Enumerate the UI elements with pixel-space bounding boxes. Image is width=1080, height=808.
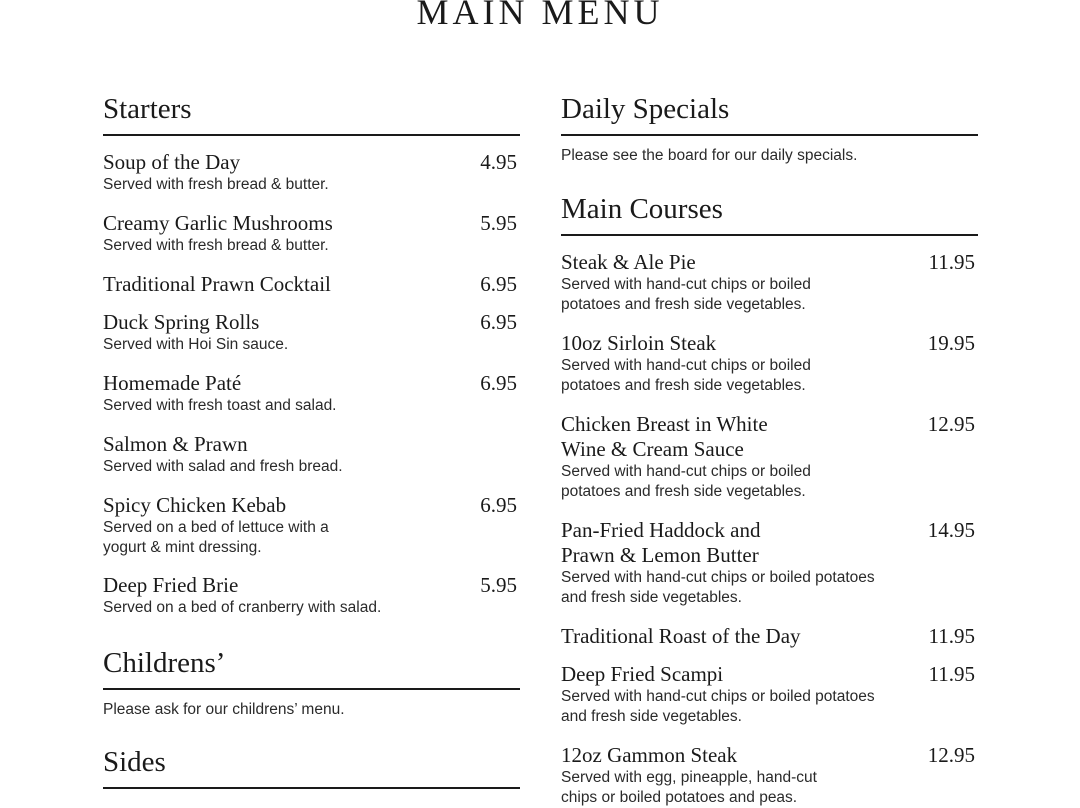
starters-section: [103, 92, 520, 136]
menu-item: [561, 412, 978, 502]
item-description: Served on a bed of cranberry with salad.: [103, 599, 382, 616]
item-price: 19.95: [927, 331, 975, 355]
section-heading-childrens: Childrens’: [103, 646, 520, 690]
section-heading-daily-specials: Daily Specials: [561, 92, 978, 136]
item-price: 6.95: [480, 493, 517, 517]
item-name: Salmon & Prawn: [103, 432, 248, 456]
menu-item: [103, 573, 520, 618]
item-description: Served with fresh bread & butter.: [103, 176, 329, 193]
menu-item: [561, 518, 978, 608]
menu-item: [561, 250, 978, 315]
menu-item: [103, 211, 520, 256]
item-price: 11.95: [928, 624, 975, 648]
item-price: 12.95: [927, 743, 975, 767]
item-description: Served with fresh toast and salad.: [103, 397, 337, 414]
item-name: Duck Spring Rolls: [103, 310, 260, 334]
item-price: 12.95: [927, 412, 975, 436]
daily-specials-note: Please see the board for our daily specials.: [561, 147, 858, 164]
item-name: Traditional Roast of the Day: [561, 624, 801, 648]
item-price: 5.95: [480, 573, 517, 597]
item-description: Served with fresh bread & butter.: [103, 237, 329, 254]
item-description: Served with hand-cut chips or boiled potatoes and fresh side vegetables.: [561, 357, 811, 394]
item-description: Served on a bed of lettuce with a yogurt & mint dressing.: [103, 519, 329, 556]
item-name: 10oz Sirloin Steak: [561, 331, 717, 355]
daily-specials-section: [561, 92, 978, 136]
menu-item: [103, 150, 520, 195]
main-courses-section: [561, 192, 978, 236]
item-price: 6.95: [480, 371, 517, 395]
item-description: Served with salad and fresh bread.: [103, 458, 343, 475]
item-price: 11.95: [928, 662, 975, 686]
menu-item: [103, 493, 520, 558]
item-description: Served with hand-cut chips or boiled potatoes and fresh side vegetables.: [561, 276, 811, 313]
section-heading-starters: Starters: [103, 92, 520, 136]
menu-item: [103, 432, 520, 477]
item-description: Served with hand-cut chips or boiled potatoes and fresh side vegetables.: [561, 569, 875, 606]
item-name: Pan-Fried Haddock and Prawn & Lemon Butter: [561, 518, 761, 567]
menu-item: [561, 662, 978, 727]
item-name: Creamy Garlic Mushrooms: [103, 211, 333, 235]
item-description: Served with hand-cut chips or boiled potatoes and fresh side vegetables.: [561, 688, 875, 725]
menu-item: [561, 331, 978, 396]
item-name: Deep Fried Scampi: [561, 662, 724, 686]
childrens-section: [103, 646, 520, 690]
section-heading-main-courses: Main Courses: [561, 192, 978, 236]
childrens-note: Please ask for our childrens’ menu.: [103, 701, 345, 718]
item-name: Steak & Ale Pie: [561, 250, 696, 274]
item-name: Traditional Prawn Cocktail: [103, 272, 331, 296]
item-description: Served with Hoi Sin sauce.: [103, 336, 289, 353]
sides-section: [103, 745, 520, 789]
section-heading-sides: Sides: [103, 745, 520, 789]
menu-title: MAIN MENU: [416, 0, 664, 32]
item-description: Served with egg, pineapple, hand-cut chips or boiled potatoes and peas.: [561, 769, 817, 806]
item-price: 6.95: [480, 310, 517, 334]
item-price: 6.95: [480, 272, 517, 296]
item-name: Soup of the Day: [103, 150, 241, 174]
menu-item: [103, 272, 520, 297]
item-name: Spicy Chicken Kebab: [103, 493, 287, 517]
item-description: Served with hand-cut chips or boiled potatoes and fresh side vegetables.: [561, 463, 811, 500]
menu-item: [561, 624, 978, 649]
item-price: 4.95: [480, 150, 517, 174]
item-price: 5.95: [480, 211, 517, 235]
menu-item: [103, 371, 520, 416]
item-price: 11.95: [928, 250, 975, 274]
item-name: Chicken Breast in White Wine & Cream Sauce: [561, 412, 768, 461]
menu-item: [561, 743, 978, 808]
item-name: Homemade Paté: [103, 371, 242, 395]
menu-item: [103, 310, 520, 355]
item-price: 14.95: [927, 518, 975, 542]
item-name: Deep Fried Brie: [103, 573, 239, 597]
item-name: 12oz Gammon Steak: [561, 743, 738, 767]
